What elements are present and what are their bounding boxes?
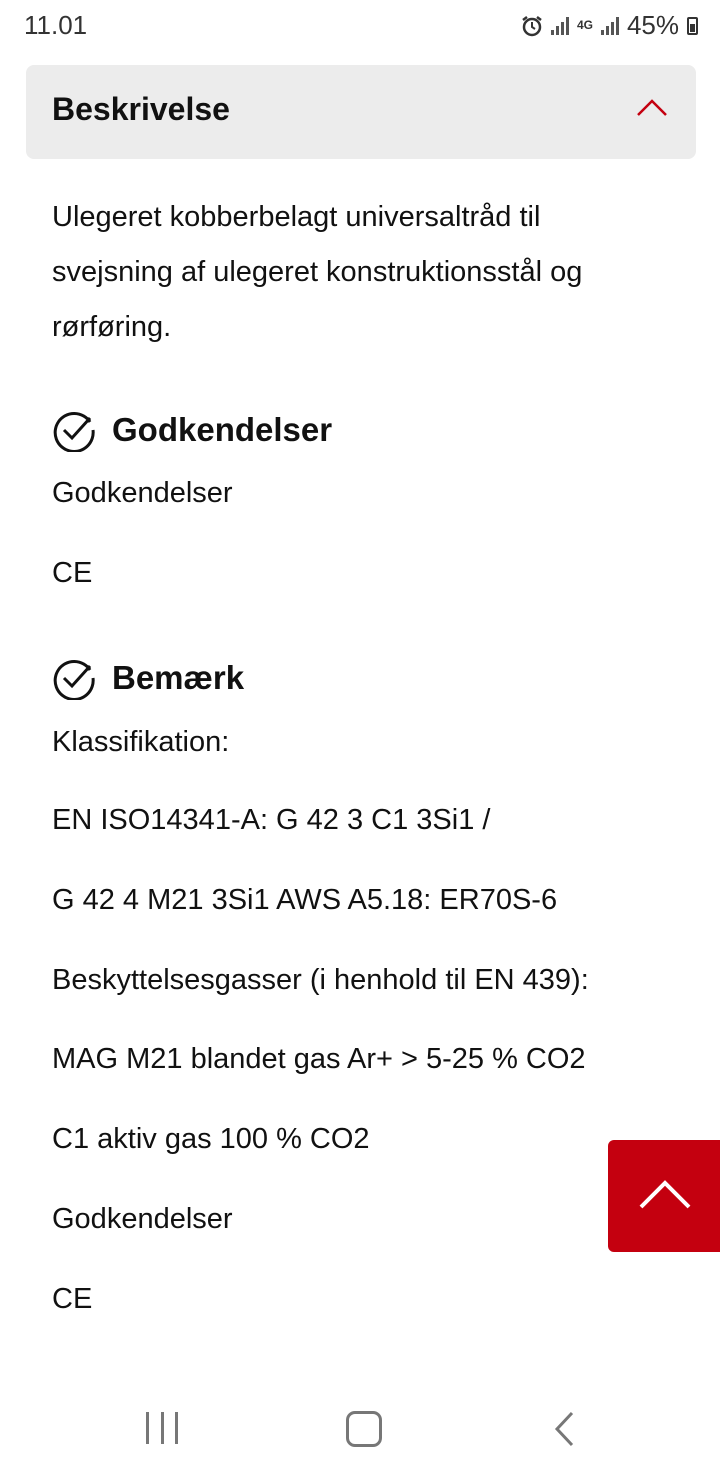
status-bar: [0, 0, 720, 52]
approvals-title: Godkendelser: [112, 411, 333, 448]
note-line: Klassifikation:: [52, 726, 230, 758]
approvals-heading: [52, 408, 332, 452]
status-icons: [521, 10, 698, 41]
battery-percent: 45%: [626, 10, 679, 40]
note-line: C1 aktiv gas 100 % CO2: [52, 1123, 370, 1155]
note-line: EN ISO14341-A: G 42 3 C1 3Si1 /: [52, 804, 491, 836]
note-line: MAG M21 blandet gas Ar+ > 5-25 % CO2: [52, 1043, 586, 1075]
chevron-up-icon[interactable]: [636, 97, 668, 117]
approvals-label: Godkendelser: [52, 477, 233, 509]
status-time: 11.01: [24, 10, 88, 40]
accordion-title: Beskrivelse: [52, 91, 230, 127]
note-heading: [52, 656, 244, 700]
network-type: 4G: [576, 18, 593, 32]
chevron-up-icon: [638, 1178, 692, 1210]
alarm-icon: [521, 15, 543, 37]
description-text: Ulegeret kobberbelagt universaltråd til svejsning af ulegeret konstruktionsstål og rørføring.: [52, 201, 583, 343]
signal-icon-2: [601, 17, 619, 35]
approvals-value: CE: [52, 557, 93, 589]
back-icon[interactable]: [552, 1410, 576, 1448]
signal-icon: [551, 17, 569, 35]
note-line: CE: [52, 1283, 93, 1315]
back-to-top-button[interactable]: [608, 1140, 720, 1252]
home-button[interactable]: [346, 1411, 382, 1447]
system-nav-bar: [0, 1380, 720, 1480]
note-line: Beskyttelsesgasser (i henhold til EN 439):: [52, 964, 589, 996]
check-circle-icon: [52, 656, 96, 700]
note-line: Godkendelser: [52, 1203, 233, 1235]
note-line: G 42 4 M21 3Si1 AWS A5.18: ER70S-6: [52, 884, 558, 916]
recents-button[interactable]: [146, 1412, 178, 1444]
check-circle-icon: [52, 408, 96, 452]
description-accordion-header[interactable]: [26, 65, 696, 159]
note-title: Bemærk: [112, 659, 245, 696]
battery-icon: [687, 17, 698, 35]
